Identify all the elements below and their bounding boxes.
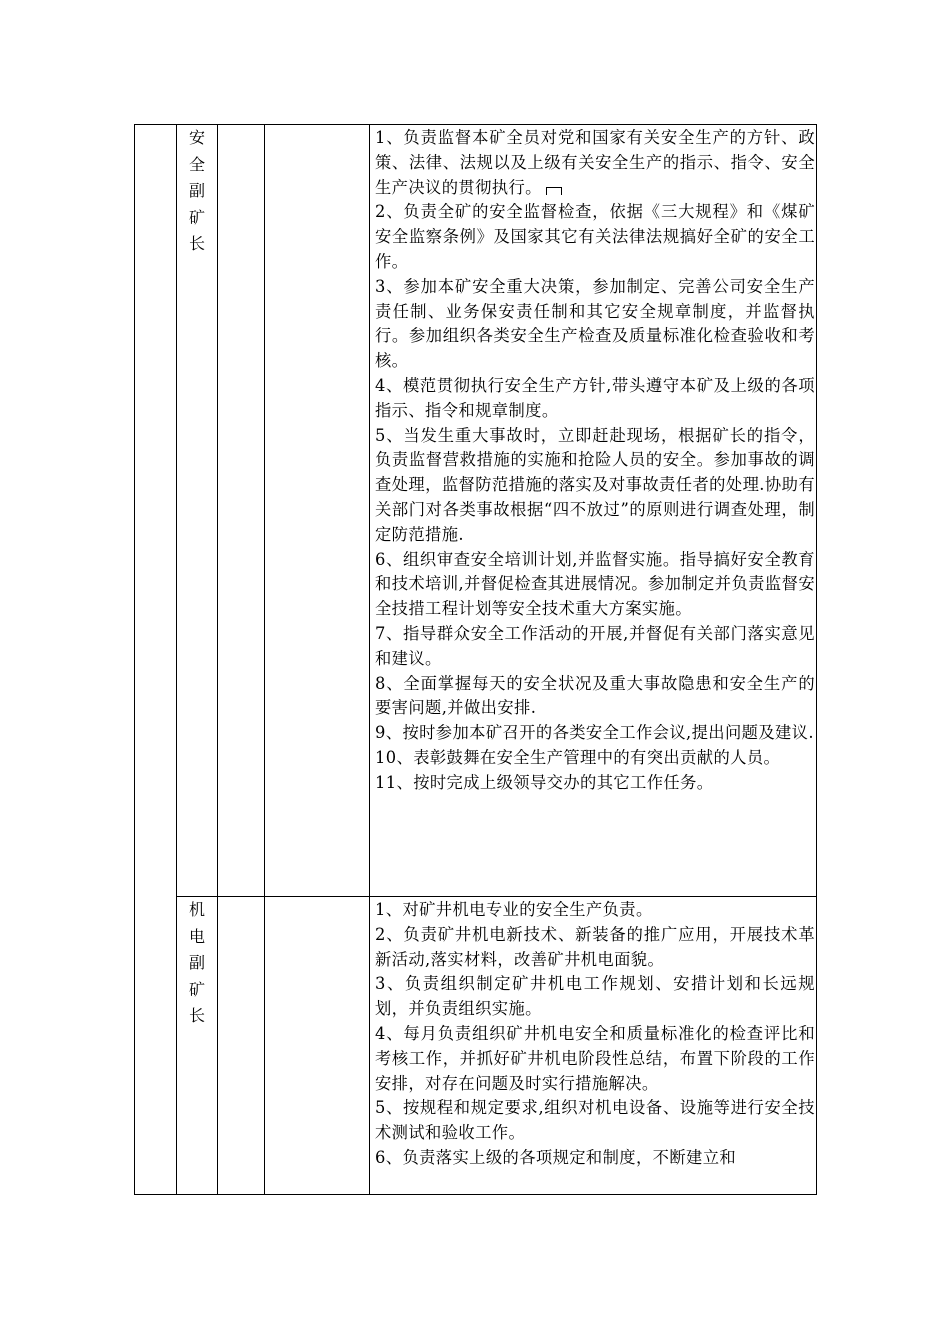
empty-cell	[218, 897, 265, 1195]
list-item: 1、对矿井机电专业的安全生产负责。	[375, 900, 653, 919]
list-item: 11、按时完成上级领导交办的其它工作任务。	[375, 772, 714, 792]
table-row	[135, 897, 817, 1195]
empty-cell	[218, 125, 265, 897]
list-item: 8、全面掌握每天的安全状况及重大事故隐患和安全生产的要害问题,并做出安排.	[375, 673, 815, 718]
list-item: 3、参加本矿安全重大决策，参加制定、完善公司安全生产责任制、业务保安责任制和其它安全规章制度，并监督执行。参加组织各类安全生产检查及质量标准化检查验收和考核。	[375, 276, 815, 371]
list-item: 2、负责全矿的安全监督检查，依据《三大规程》和《煤矿安全监察条例》及国家其它有关法律法规搞好全矿的安全工作。	[375, 202, 815, 271]
empty-cell	[265, 125, 370, 897]
role-cell	[177, 125, 218, 897]
duties-cell	[370, 125, 817, 897]
list-item: 2、负责矿井机电新技术、新装备的推广应用，开展技术革新活动,落实材料，改善矿井机电面貌。	[375, 924, 815, 969]
role-cell	[177, 897, 218, 1195]
empty-cell	[265, 897, 370, 1195]
bracket-mark-icon	[546, 187, 562, 195]
list-item: 7、指导群众安全工作活动的开展,并督促有关部门落实意见和建议。	[375, 623, 815, 668]
list-item: 1、负责监督本矿全员对党和国家有关安全生产的方针、政策、法律、法规以及上级有关安全生产的指示、指令、安全生产决议的贯彻执行。	[375, 128, 815, 197]
list-item: 5、当发生重大事故时，立即赶赴现场，根据矿长的指令，负责监督营救措施的实施和抢险人员的安全。参加事故的调查处理，监督防范措施的落实及对事故责任者的处理.协助有关部门对各类事故根据“四不放过”的原则进行调查处理，制定防范措施.	[375, 425, 815, 544]
list-item: 3、负责组织制定矿井机电工作规划、安措计划和长远规划，并负责组织实施。	[375, 974, 815, 1019]
list-item: 6、负责落实上级的各项规定和制度，不断建立和	[375, 1147, 737, 1167]
duty-table	[134, 124, 817, 1195]
list-item: 4、模范贯彻执行安全生产方针,带头遵守本矿及上级的各项指示、指令和规章制度。	[375, 375, 815, 420]
table-row	[135, 125, 817, 897]
list-item: 10、表彰鼓舞在安全生产管理中的有突出贡献的人员。	[375, 747, 781, 767]
list-item: 9、按时参加本矿召开的各类安全工作会议,提出问题及建议.	[375, 723, 814, 743]
duties-cell	[370, 897, 817, 1195]
role-label: 机 电 副 矿 长	[188, 900, 205, 1025]
list-item: 5、按规程和规定要求,组织对机电设备、设施等进行安全技术测试和验收工作。	[375, 1098, 815, 1143]
role-label: 安 全 副 矿 长	[188, 128, 205, 253]
list-item: 4、每月负责组织矿井机电安全和质量标准化的检查评比和考核工作，并抓好矿井机电阶段性总结，布置下阶段的工作安排，对存在问题及时实行措施解决。	[375, 1023, 815, 1093]
empty-cell	[135, 125, 177, 1195]
list-item: 6、组织审查安全培训计划,并监督实施。指导搞好安全教育和技术培训,并督促检查其进展情况。参加制定并负责监督安全技措工程计划等安全技术重大方案实施。	[375, 549, 815, 619]
